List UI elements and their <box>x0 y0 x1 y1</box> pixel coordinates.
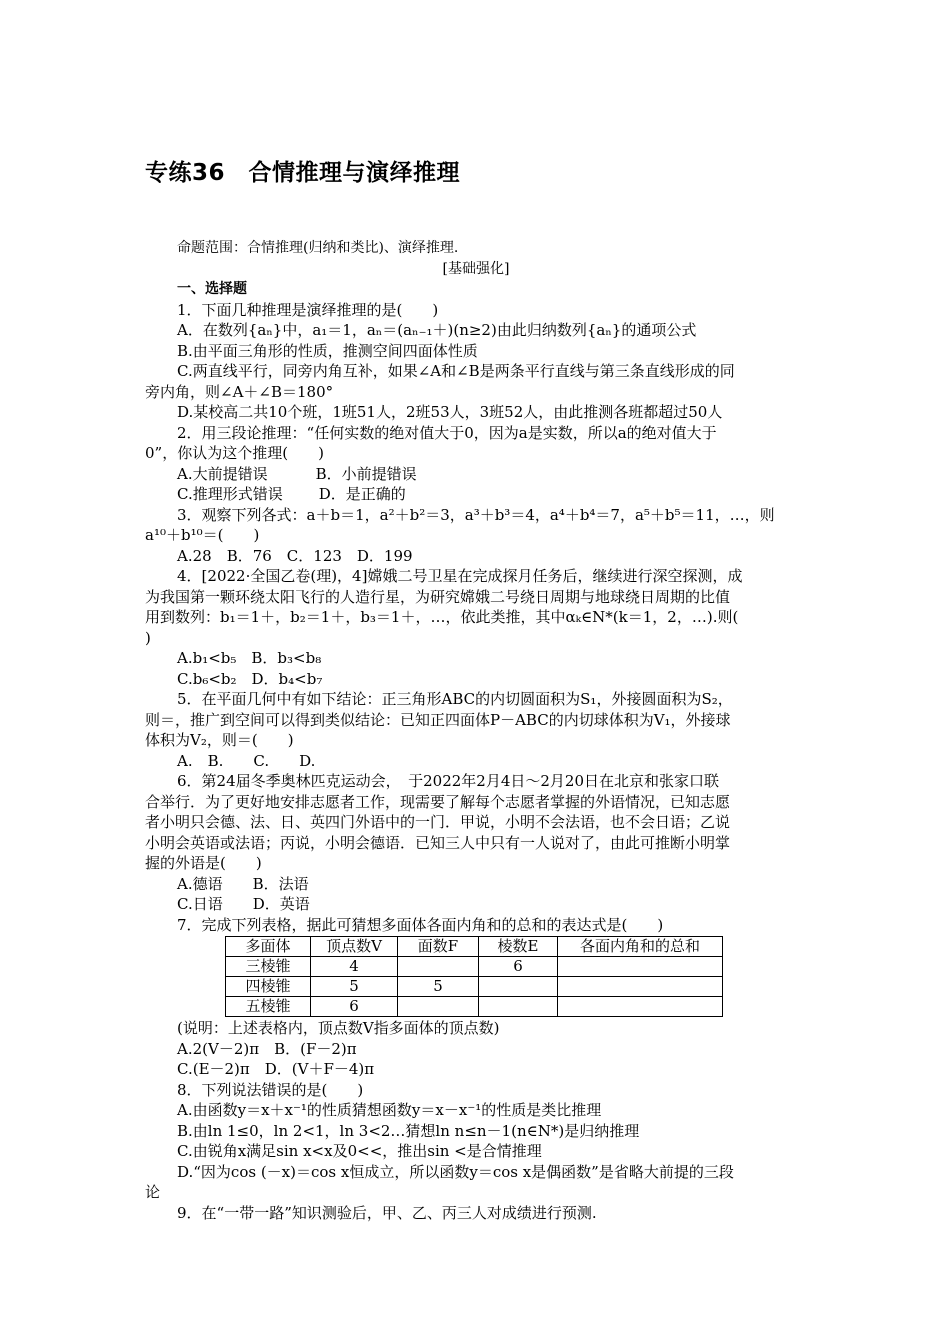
question-3-stem-cont: a¹⁰＋b¹⁰＝( ) <box>145 526 260 544</box>
question-1-option-c: C.两直线平行，同旁内角互补，如果∠A和∠B是两条平行直线与第三条直线形成的同 <box>177 362 735 380</box>
table-cell: 6 <box>311 997 398 1017</box>
question-8-option-b: B.由ln 1≤0，ln 2<1，ln 3<2…猜想ln n≤n－1(n∈N*)是归纳推理 <box>177 1121 640 1140</box>
question-2-option-a: A.大前提错误 <box>177 464 268 483</box>
table-header-cell: 棱数E <box>479 937 558 957</box>
question-1-option-d: D.某校高二共10个班，1班51人，2班53人，3班52人，由此推测各班都超过50人 <box>177 403 723 421</box>
question-6-stem-line5: 握的外语是( ) <box>145 854 262 872</box>
question-8-stem: 8．下列说法错误的是( ) <box>177 1080 364 1099</box>
question-5-stem-line3: 体积为V₂，则＝( ) <box>145 731 294 749</box>
question-2-stem-cont: 0”，你认为这个推理( ) <box>145 444 324 462</box>
table-cell: 6 <box>479 957 558 977</box>
question-5-stem-line2: 则＝，推广到空间可以得到类似结论：已知正四面体P－ABC的内切球体积为V₁，外接球 <box>145 710 731 729</box>
question-7-note: (说明：上述表格内，顶点数V指多面体的顶点数) <box>177 1019 500 1037</box>
question-2-option-b: B．小前提错误 <box>315 464 417 483</box>
table-cell: 4 <box>311 957 398 977</box>
table-header-cell: 面数F <box>398 937 479 957</box>
table-cell <box>558 997 723 1017</box>
subsection-heading: [基础强化] <box>442 260 510 277</box>
question-6-options-cd: C.日语 D．英语 <box>177 895 310 913</box>
question-1-option-b: B.由平面三角形的性质，推测空间四面体性质 <box>177 341 478 360</box>
question-4-options-ab: A.b₁<b₅ B．b₃<b₈ <box>177 649 322 667</box>
topic-scope: 命题范围：合情推理(归纳和类比)、演绎推理. <box>177 240 459 256</box>
question-2-options-ab <box>177 464 807 485</box>
question-6-stem-line3: 者小明只会德、法、日、英四门外语中的一门．甲说，小明不会法语，也不会日语；乙说 <box>145 813 731 831</box>
question-4-stem-line2: 为我国第一颗环绕太阳飞行的人造行星，为研究嫦娥二号绕日周期与地球绕日周期的比值 <box>145 587 731 606</box>
question-4-stem-line4: ) <box>145 628 151 647</box>
table-header-cell: 顶点数V <box>311 937 398 957</box>
table-cell <box>558 977 723 997</box>
table-cell: 三棱锥 <box>226 957 311 977</box>
table-cell <box>398 957 479 977</box>
table-cell: 五棱锥 <box>226 997 311 1017</box>
question-1-option-a: A．在数列{aₙ}中，a₁＝1，aₙ＝(aₙ₋₁＋)(n≥2)由此归纳数列{aₙ}的通项公式 <box>177 321 697 339</box>
question-3-options: A.28 B．76 C．123 D．199 <box>177 546 413 565</box>
table-header-row <box>226 937 723 957</box>
question-8-option-d: D.“因为cos (－x)＝cos x恒成立，所以函数y＝cos x是偶函数”是省略大前提的三段 <box>177 1162 734 1181</box>
table-cell: 四棱锥 <box>226 977 311 997</box>
table-cell: 5 <box>398 977 479 997</box>
table-row <box>226 977 723 997</box>
polyhedron-table <box>225 936 723 1017</box>
table-row <box>226 957 723 977</box>
question-6-options-ab: A.德语 B．法语 <box>177 874 309 893</box>
question-5-stem: 5．在平面几何中有如下结论：正三角形ABC的内切圆面积为S₁，外接圆面积为S₂， <box>177 690 733 708</box>
question-9-stem: 9．在“一带一路”知识测验后，甲、乙、丙三人对成绩进行预测. <box>177 1203 597 1222</box>
question-1-option-c-cont: 旁内角，则∠A＋∠B＝180° <box>145 382 334 401</box>
table-row <box>226 997 723 1017</box>
question-7-options-ab: A.2(V－2)π B．(F－2)π <box>177 1039 357 1058</box>
table-cell: 5 <box>311 977 398 997</box>
question-4-options-cd: C.b₆<b₂ D．b₄<b₇ <box>177 669 323 688</box>
question-4-stem: 4．[2022·全国乙卷(理)，4]嫦娥二号卫星在完成探月任务后，继续进行深空探测，成 <box>177 567 743 585</box>
question-2-options-cd <box>177 484 807 505</box>
document-page <box>145 150 807 1223</box>
question-4-stem-line3: 用到数列：b₁＝1＋，b₂＝1＋，b₃＝1＋，…，依此类推，其中αₖ∈N*(k＝1，2，…).则( <box>145 608 739 626</box>
question-2-option-d: D．是正确的 <box>318 485 406 503</box>
table-cell <box>479 977 558 997</box>
section-heading: 一、选择题 <box>177 281 247 297</box>
table-cell <box>398 997 479 1017</box>
question-8-option-d-cont: 论 <box>145 1183 161 1201</box>
question-5-options: A. B. C. D. <box>177 751 316 770</box>
question-7-stem: 7．完成下列表格，据此可猜想多面体各面内角和的总和的表达式是( ) <box>177 915 664 934</box>
question-2-option-c: C.推理形式错误 <box>177 485 283 503</box>
table-cell <box>558 957 723 977</box>
question-3-stem: 3．观察下列各式：a＋b＝1，a²＋b²＝3，a³＋b³＝4，a⁴＋b⁴＝7，a⁵＋b⁵＝11，…，则 <box>177 505 775 524</box>
question-8-option-c: C.由锐角x满足sin x<x及0<<，推出sin <是合情推理 <box>177 1142 542 1160</box>
question-7-options-cd: C.(E－2)π D．(V＋F－4)π <box>177 1060 375 1078</box>
question-2-stem: 2．用三段论推理：“任何实数的绝对值大于0，因为a是实数，所以a的绝对值大于 <box>177 423 717 442</box>
table-cell <box>479 997 558 1017</box>
question-6-stem-line4: 小明会英语或法语；丙说，小明会德语．已知三人中只有一人说对了，由此可推断小明掌 <box>145 833 731 852</box>
table-header-cell: 各面内角和的总和 <box>558 937 723 957</box>
table-header-cell: 多面体 <box>226 937 311 957</box>
question-6-stem: 6．第24届冬季奥林匹克运动会， 于2022年2月4日～2月20日在北京和张家口联 <box>177 772 720 790</box>
question-6-stem-line2: 合举行．为了更好地安排志愿者工作，现需要了解每个志愿者掌握的外语情况，已知志愿 <box>145 792 731 811</box>
question-1-stem: 1．下面几种推理是演绎推理的是( ) <box>177 300 439 319</box>
question-8-option-a: A.由函数y＝x＋x⁻¹的性质猜想函数y＝x－x⁻¹的性质是类比推理 <box>177 1101 602 1119</box>
page-title: 专练36 合情推理与演绎推理 <box>145 160 461 186</box>
